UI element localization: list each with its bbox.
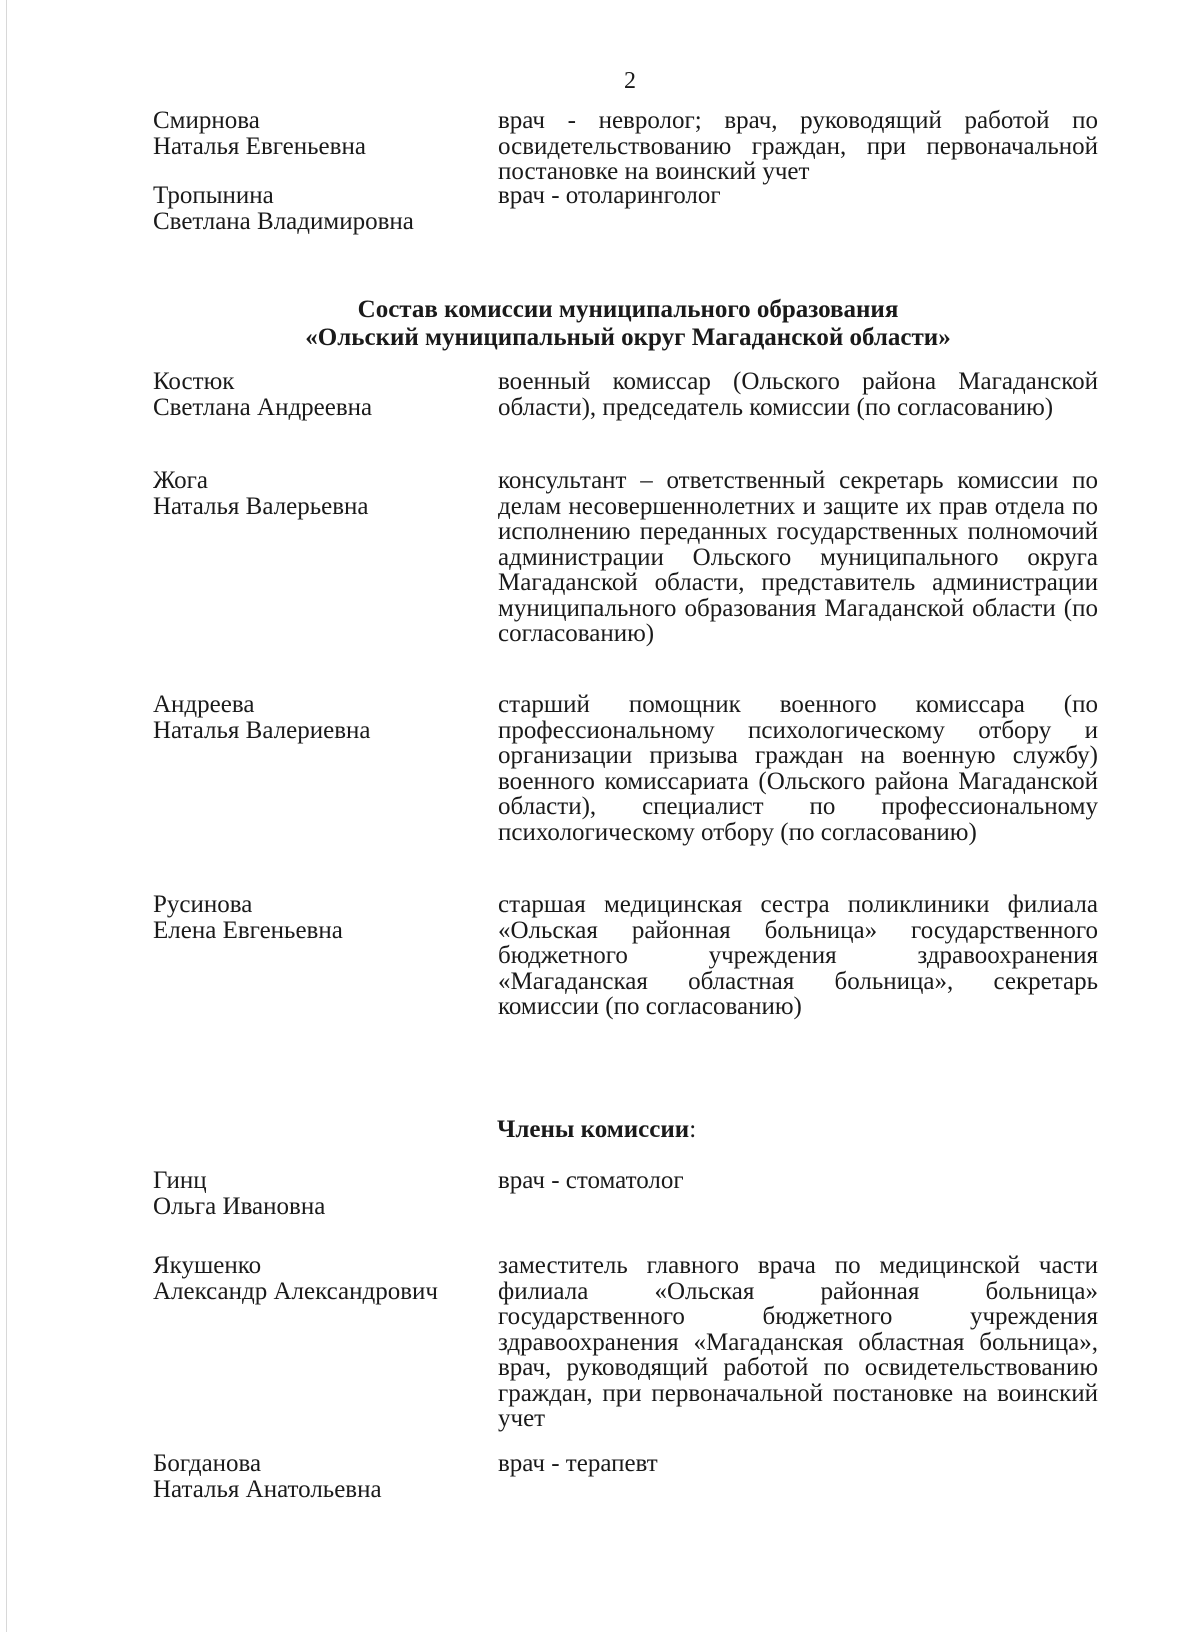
person-given-names: Наталья Анатольевна [153,1476,382,1503]
person-surname: Богданова [153,1450,262,1477]
person-surname: Русинова [153,891,253,918]
person-role: заместитель главного врача по медицинской части филиала «Ольская районная больница» государственного бюджетного учреждения здравоохранения «Магаданская областная больница», врач, руководящий работой по освидетельствованию граждан, при первоначальной постановке на воинский учет [498,1252,1098,1432]
person-surname: Гинц [153,1167,207,1194]
person-name [153,692,483,744]
page-number: 2 [624,68,636,94]
person-role: врач - терапевт [498,1450,658,1477]
person-role: врач - невролог; врач, руководящий работой по освидетельствованию граждан, при первоначальной постановке на воинский учет [498,107,1098,185]
members-heading-colon: : [689,1116,697,1143]
person-name [153,369,483,421]
person-given-names: Светлана Владимировна [153,208,414,235]
person-surname: Тропынина [153,182,274,209]
person-name [153,468,483,520]
section-heading-line2: «Ольский муниципальный округ Магаданской области» [305,324,951,351]
person-role: военный комиссар (Ольского района Магаданской области), председатель комиссии (по согласованию) [498,368,1098,421]
members-heading [497,1115,696,1144]
person-name [153,183,483,235]
person-name [153,1451,483,1503]
person-name [153,892,483,944]
person-surname: Якушенко [153,1252,262,1279]
person-surname: Костюк [153,368,235,395]
section-heading-line1: Состав комиссии муниципального образования [357,296,899,323]
person-surname: Жога [153,467,208,494]
person-role: старшая медицинская сестра поликлиники филиала «Ольская районная больница» государственного бюджетного учреждения здравоохранения «Магаданская областная больница», секретарь комиссии (по согласованию) [498,891,1098,1020]
person-role: старший помощник военного комиссара (по профессиональному психологическому отбору и организации призыва граждан на военную службу) военного комиссариата (Ольского района Магаданской области), специалист по профессиональному психологическому отбору (по согласованию) [498,691,1098,846]
members-heading-label: Члены комиссии [497,1116,690,1143]
person-given-names: Наталья Евгеньевна [153,133,366,160]
person-given-names: Светлана Андреевна [153,394,373,421]
person-given-names: Александр Александрович [153,1278,438,1305]
person-role: врач - стоматолог [498,1167,684,1194]
person-given-names: Наталья Валериевна [153,717,371,744]
person-given-names: Ольга Ивановна [153,1193,326,1220]
person-given-names: Елена Евгеньевна [153,917,343,944]
scan-edge-line [6,0,7,1632]
person-surname: Андреева [153,691,255,718]
person-given-names: Наталья Валерьевна [153,493,369,520]
person-name [153,108,483,160]
person-name [153,1253,483,1305]
person-name [153,1168,483,1220]
person-role: консультант – ответственный секретарь комиссии по делам несовершеннолетних и защите их прав отдела по исполнению переданных государственных полномочий администрации Ольского муниципального округа Магаданской области, представитель администрации муниципального образования Магаданской области (по согласованию) [498,467,1098,647]
person-surname: Смирнова [153,107,260,134]
person-role: врач - отоларинголог [498,182,721,209]
